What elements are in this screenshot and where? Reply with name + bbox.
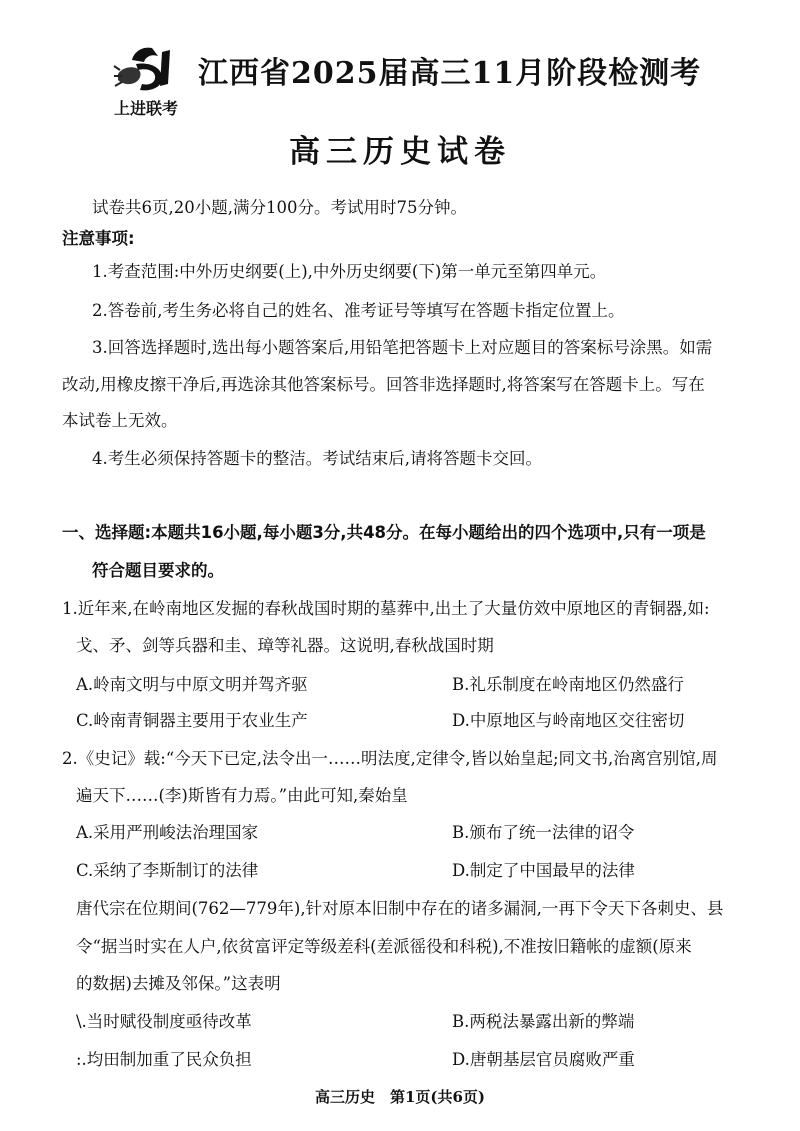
question-stem: 遍天下……(李)斯皆有力焉。”由此可知,秦始皇: [76, 786, 408, 805]
note-item: 1.考查范围:中外历史纲要(上),中外历史纲要(下)第一单元至第四单元。: [92, 262, 607, 281]
note-item: 本试卷上无效。: [62, 411, 178, 430]
option-d: D.唐朝基层官员腐败严重: [452, 1050, 635, 1069]
page-header: [112, 40, 752, 118]
question-stem: 1.近年来,在岭南地区发掘的春秋战国时期的墓葬中,出土了大量仿效中原地区的青铜器,如:: [62, 599, 710, 618]
option-a: A.采用严刑峻法治理国家: [76, 823, 259, 842]
option-c: C.采纳了李斯制订的法律: [76, 861, 259, 880]
question-stem: 唐代宗在位期间(762—779年),针对原本旧制中存在的诸多漏洞,一再下令天下各刺史、县: [76, 899, 724, 918]
shangjin-logo: [112, 44, 184, 118]
notes-heading: 注意事项:: [62, 229, 135, 248]
option-b: B.颁布了统一法律的诏令: [452, 823, 635, 842]
note-item: 4.考生必须保持答题卡的整洁。考试结束后,请将答题卡交回。: [92, 449, 542, 468]
exam-title: 江西省2025届高三11月阶段检测考: [198, 56, 702, 91]
question-stem: 戈、矛、剑等兵器和圭、璋等礼器。这说明,春秋战国时期: [76, 636, 494, 655]
section-heading: 一、选择题:本题共16小题,每小题3分,共48分。在每小题给出的四个选项中,只有一项是: [62, 523, 706, 542]
paper-title: 高三历史试卷: [289, 134, 511, 170]
option-d: D.中原地区与岭南地区交往密切: [452, 711, 685, 730]
option-a: \.当时赋役制度亟待改革: [76, 1012, 252, 1031]
intro-text: 试卷共6页,20小题,满分100分。考试用时75分钟。: [92, 198, 467, 217]
option-d: D.制定了中国最早的法律: [452, 861, 635, 880]
page-footer: 高三历史 第1页(共6页): [314, 1088, 486, 1106]
option-c: C.岭南青铜器主要用于农业生产: [76, 711, 308, 730]
option-b: B.两税法暴露出新的弊端: [452, 1012, 635, 1031]
question-stem: 令“据当时实在人户,依贫富评定等级差科(差派徭役和科税),不准按旧籍帐的虚额(原来: [76, 937, 692, 956]
section-heading: 符合题目要求的。: [92, 561, 224, 580]
note-item: 3.回答选择题时,选出每小题答案后,用铅笔把答题卡上对应题目的答案标号涂黑。如需: [92, 338, 713, 357]
note-item: 2.答卷前,考生务必将自己的姓名、准考证号等填写在答题卡指定位置上。: [92, 301, 625, 320]
option-b: B.礼乐制度在岭南地区仍然盛行: [452, 675, 684, 694]
logo-mark-icon: [112, 44, 184, 96]
note-item: 改动,用橡皮擦干净后,再选涂其他答案标号。回答非选择题时,将答案写在答题卡上。写在: [62, 375, 705, 394]
option-a: A.岭南文明与中原文明并驾齐驱: [76, 675, 308, 694]
question-stem: 2.《史记》载:“今天下已定,法令出一……明法度,定律令,皆以始皇起;同文书,治离宫别馆,周: [62, 749, 718, 768]
question-stem: 的数据)去摊及邻保。”这表明: [76, 974, 281, 993]
logo-text: 上进联考: [114, 99, 179, 118]
option-c: :.均田制加重了民众负担: [76, 1050, 252, 1069]
